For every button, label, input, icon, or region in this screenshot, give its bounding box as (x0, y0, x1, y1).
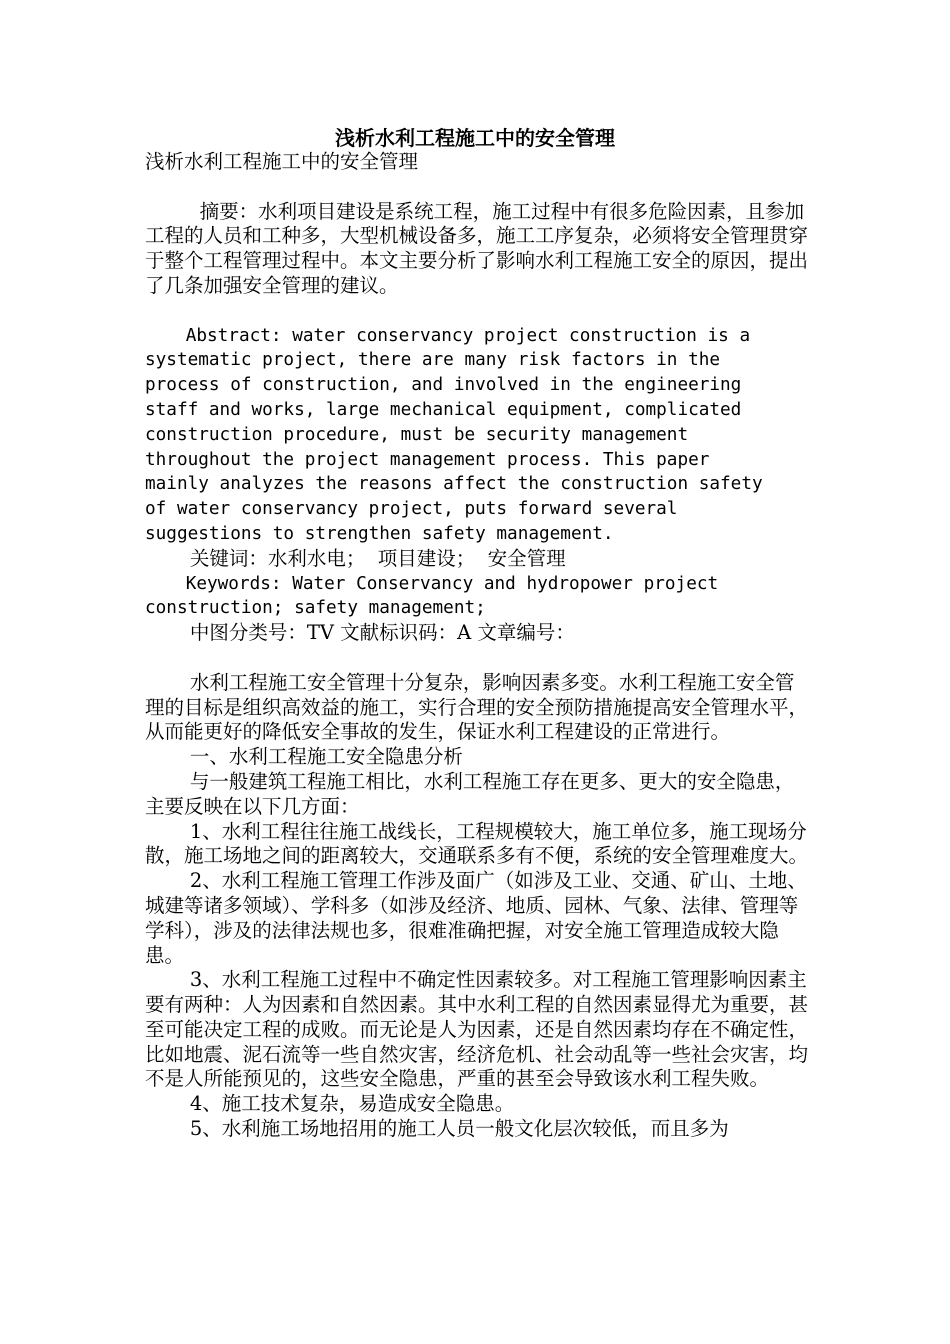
keywords-cn: 关键词：水利水电； 项目建设； 安全管理 (189, 546, 566, 570)
list-item: 4、施工技术复杂，易造成安全隐患。 (189, 1092, 515, 1116)
abstract-en-line: suggestions to strengthen safety management. (145, 523, 614, 544)
document-body (145, 150, 813, 1142)
spacer (145, 175, 813, 200)
section-heading: 一、水利工程施工安全隐患分析 (189, 745, 463, 769)
body-paragraph: 与一般建筑工程施工相比，水利工程施工存在更多、更大的安全隐患，主要反映在以下几方面： (145, 769, 795, 818)
abstract-en-line: construction procedure, must be security management (145, 424, 689, 445)
abstract-en-line: throughout the project management process. This paper (145, 449, 710, 470)
abstract-en-line: staff and works, large mechanical equipment, complicated (145, 399, 742, 420)
keywords-en-line: Keywords: Water Conservancy and hydropower project (185, 573, 719, 594)
document-subtitle: 浅析水利工程施工中的安全管理 (145, 150, 419, 173)
spacer (145, 646, 813, 671)
body-paragraph: 水利工程施工安全管理十分复杂，影响因素多变。水利工程施工安全管理的目标是组织高效益的施工，实行合理的安全预防措施提高安全管理水平，从而能更好的降低安全事故的发生，保证水利工程建设的正常进行。 (145, 670, 809, 744)
abstract-en-line: of water conservancy project, puts forward several (145, 499, 678, 520)
abstract-en-line: systematic project, there are many risk factors in the (145, 350, 721, 371)
list-item: 2、水利工程施工管理工作涉及面广（如涉及工业、交通、矿山、土地、城建等诸多领域）、学科多（如涉及经济、地质、园林、气象、法律、管理等学科），涉及的法律法规也多，很难准确把握，对安全施工管理造成较大隐患。 (145, 869, 807, 967)
document-title: 浅析水利工程施工中的安全管理 (335, 126, 615, 150)
classification-line: 中图分类号：TV 文献标识码：A 文章编号： (189, 621, 575, 645)
list-item: 1、水利工程往往施工战线长，工程规模较大，施工单位多，施工现场分散，施工场地之间的距离较大，交通联系多有不便，系统的安全管理难度大。 (145, 819, 809, 868)
abstract-en-line: Abstract: water conservancy project construction is a (185, 325, 751, 346)
spacer (145, 299, 813, 324)
abstract-en-line: process of construction, and involved in the engineering (145, 375, 742, 396)
keywords-en-line: construction; safety management; (145, 598, 486, 619)
abstract-en-line: mainly analyzes the reasons affect the construction safety (145, 474, 763, 495)
abstract-cn: 摘要：水利项目建设是系统工程，施工过程中有很多危险因素，且参加工程的人员和工种多，大型机械设备多，施工工序复杂，必须将安全管理贯穿于整个工程管理过程中。本文主要分析了影响水利工程施工安全的原因，提出了几条加强安全管理的建议。 (145, 199, 809, 297)
list-item: 5、水利施工场地招用的施工人员一般文化层次较低，而且多为 (189, 1117, 729, 1141)
list-item: 3、水利工程施工过程中不确定性因素较多。对工程施工管理影响因素主要有两种：人为因素和自然因素。其中水利工程的自然因素显得尤为重要，甚至可能决定工程的成败。而无论是人为因素，还是自然因素均存在不确定性，比如地震、泥石流等一些自然灾害，经济危机、社会动乱等一些社会灾害，均不是人所能预见的，这些安全隐患，严重的甚至会导致该水利工程失败。 (145, 968, 809, 1091)
